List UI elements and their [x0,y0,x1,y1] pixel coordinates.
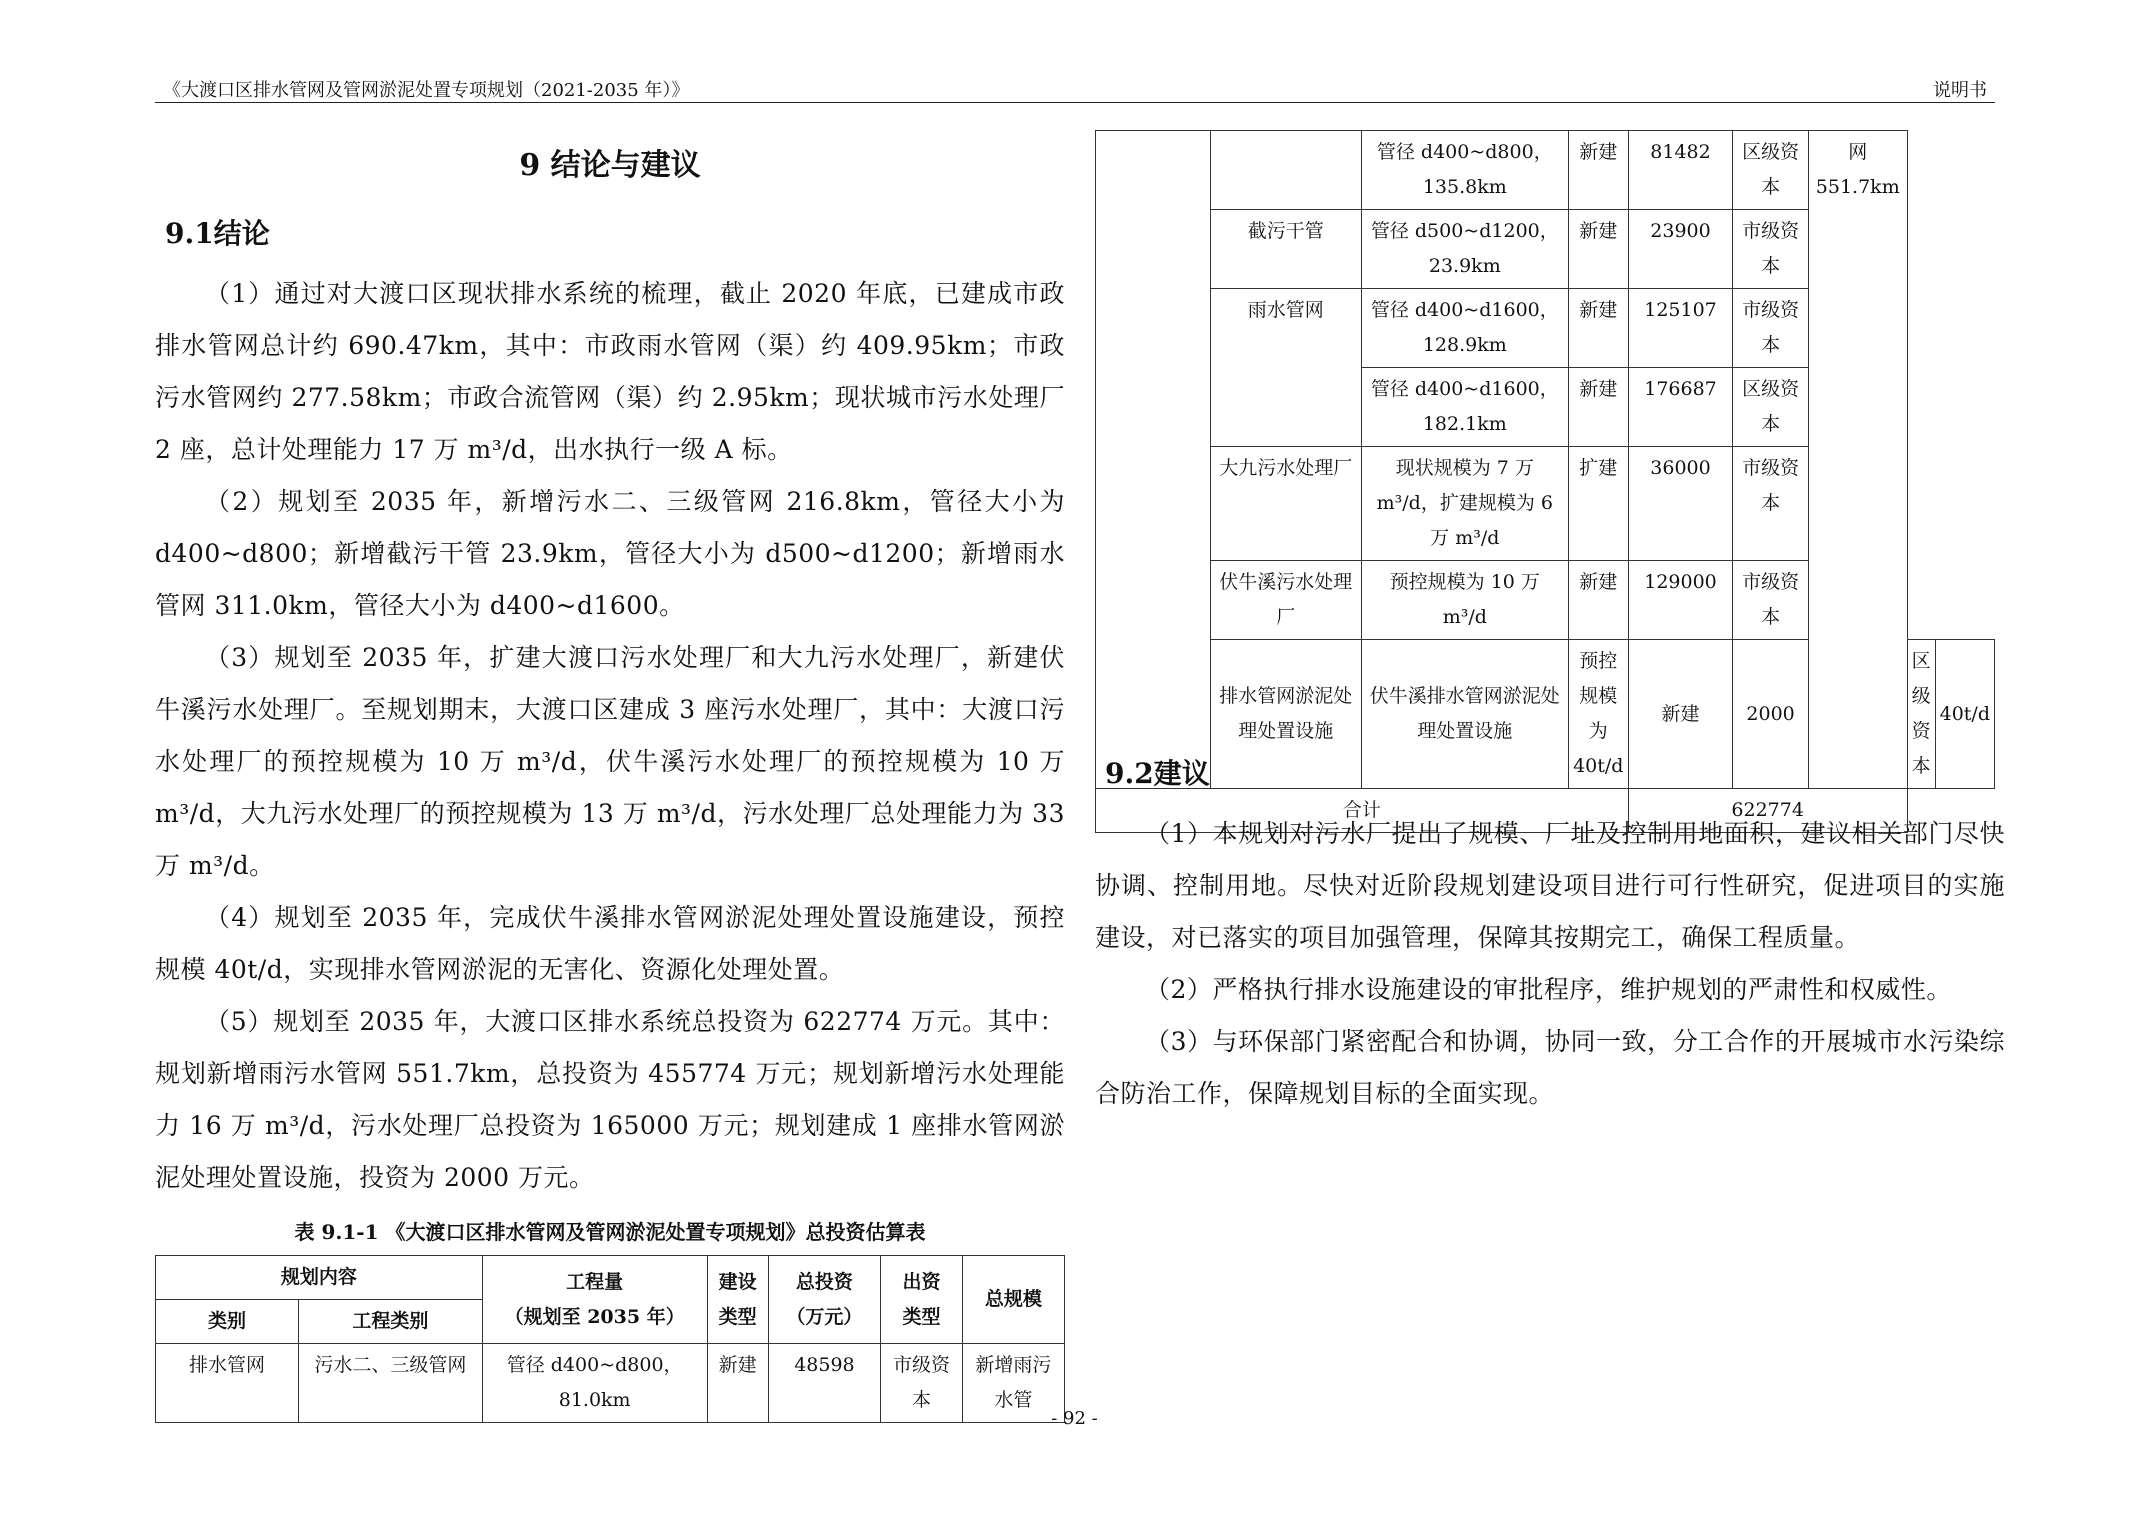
cell-quantity: 管径 d400~d800，135.8km [1361,131,1568,210]
cell-quantity: 现状规模为 7 万 m³/d，扩建规模为 6 万 m³/d [1361,447,1568,561]
header-project-type: 工程类别 [298,1300,482,1344]
total-value: 622774 [1628,789,1907,833]
table-caption: 表 9.1-1 《大渡口区排水管网及管网淤泥处置专项规划》总投资估算表 [294,1220,926,1244]
cell-build: 新建 [1568,368,1628,447]
right-table-wrap [1095,130,1995,833]
left-column [155,130,1065,1423]
document-title: 《大渡口区排水管网及管网淤泥处置专项规划（2021-2035 年）》 [163,80,690,101]
header-build-type: 建设 类型 [707,1256,768,1344]
paragraph: （3）与环保部门紧密配合和协调，协同一致，分工合作的开展城市水污染综合防治工作，保障规划目标的全面实现。 [1095,1027,2005,1108]
cell-project: 伏牛溪污水处理厂 [1210,561,1361,640]
cell-project [1210,131,1361,210]
cell-funding: 区级资本 [1907,640,1935,789]
cell-investment: 81482 [1628,131,1733,210]
cell-quantity: 管径 d500~d1200，23.9km [1361,210,1568,289]
paragraph: （1）本规划对污水厂提出了规模、厂址及控制用地面积，建议相关部门尽快协调、控制用地。尽快对近阶段规划建设项目进行可行性研究，促进项目的实施建设，对已落实的项目加强管理，保障其按期完工，确保工程质量。 [1095,819,2005,952]
cell-funding: 市级资本 [1733,447,1809,561]
cell-investment: 2000 [1733,640,1809,789]
cell-build: 新建 [1568,210,1628,289]
cell-quantity: 管径 d400~d800，81.0km [482,1344,707,1423]
cell-project: 截污干管 [1210,210,1361,289]
paragraph: （3）规划至 2035 年，扩建大渡口污水处理厂和大九污水处理厂，新建伏牛溪污水处理厂。至规划期末，大渡口区建成 3 座污水处理厂，其中：大渡口污水处理厂的预控规模为 10 万 m³/d，伏牛溪污水处理厂的预控规模为 10 万 m³/d，大九污水处理厂的预控规模为 13 万 m³/d，污水处理厂总处理能力为 33 万 m³/d。 [155,643,1065,880]
header-investment: 总投资 （万元） [768,1256,880,1344]
cell-scale: 新增雨污水管 [962,1344,1064,1423]
paragraph: （2）严格执行排水设施建设的审批程序，维护规划的严肃性和权威性。 [1145,975,1952,1004]
cell-category-cont [1096,131,1211,789]
cell-funding: 市级资本 [881,1344,963,1423]
cell-project: 伏牛溪排水管网淤泥处理处置设施 [1361,640,1568,789]
header-category: 类别 [156,1300,299,1344]
cell-investment: 129000 [1628,561,1733,640]
cell-build: 新建 [1568,289,1628,368]
header-content: 规划内容 [156,1256,483,1300]
cell-scale-cont: 网 551.7km [1808,131,1907,789]
section-title-9-2: 9.2建议 [1105,757,1210,790]
cell-investment: 48598 [768,1344,880,1423]
cell-investment: 23900 [1628,210,1733,289]
page-number: - 92 - [1051,1408,1098,1429]
cell-quantity: 预控规模为 40t/d [1568,640,1628,789]
cell-investment: 176687 [1628,368,1733,447]
cell-funding: 市级资本 [1733,210,1809,289]
paragraph: （4）规划至 2035 年，完成伏牛溪排水管网淤泥处理处置设施建设，预控规模 40t/d，实现排水管网淤泥的无害化、资源化处理处置。 [155,903,1065,984]
investment-table-part2 [1095,130,1995,833]
investment-table-part1 [155,1255,1065,1423]
document-type: 说明书 [1933,80,1987,101]
cell-category: 排水管网淤泥处理处置设施 [1210,640,1361,789]
cell-quantity: 管径 d400~d1600，128.9km [1361,289,1568,368]
header-quantity: 工程量 （规划至 2035 年） [482,1256,707,1344]
cell-quantity: 预控规模为 10 万 m³/d [1361,561,1568,640]
cell-funding: 区级资本 [1733,368,1809,447]
table-row [1096,131,1995,210]
page-header [155,74,1995,103]
header-total-scale: 总规模 [962,1256,1064,1344]
cell-build: 新建 [1568,131,1628,210]
cell-funding: 市级资本 [1733,289,1809,368]
cell-funding: 区级资本 [1733,131,1809,210]
cell-build: 新建 [1568,561,1628,640]
cell-build: 扩建 [1568,447,1628,561]
cell-project: 雨水管网 [1210,289,1361,447]
cell-build: 新建 [707,1344,768,1423]
header-funding: 出资 类型 [881,1256,963,1344]
section-9-2 [1095,752,2005,1120]
cell-investment: 36000 [1628,447,1733,561]
cell-investment: 125107 [1628,289,1733,368]
cell-scale: 40t/d [1935,640,1994,789]
paragraph: （1）通过对大渡口区现状排水系统的梳理，截止 2020 年底，已建成市政排水管网总计约 690.47km，其中：市政雨水管网（渠）约 409.95km；市政污水管网约 277.58km；市政合流管网（渠）约 2.95km；现状城市污水处理厂 2 座，总计处理能力 17 万 m³/d，出水执行一级 A 标。 [155,279,1065,464]
cell-project: 大九污水处理厂 [1210,447,1361,561]
cell-quantity: 管径 d400~d1600，182.1km [1361,368,1568,447]
total-label: 合计 [1096,789,1629,833]
chapter-title: 9 结论与建议 [519,148,701,183]
cell-project: 污水二、三级管网 [298,1344,482,1423]
paragraph: （5）规划至 2035 年，大渡口区排水系统总投资为 622774 万元。其中：规划新增雨污水管网 551.7km，总投资为 455774 万元；规划新增污水处理能力 16 万 m³/d，污水处理厂总投资为 165000 万元；规划建成 1 座排水管网淤泥处理处置设施，投资为 2000 万元。 [155,1007,1065,1192]
cell-build: 新建 [1628,640,1733,789]
cell-funding: 市级资本 [1733,561,1809,640]
cell-category: 排水管网 [156,1344,299,1423]
section-title-9-1: 9.1结论 [165,217,270,250]
paragraph: （2）规划至 2035 年，新增污水二、三级管网 216.8km，管径大小为 d400~d800；新增截污干管 23.9km，管径大小为 d500~d1200；新增雨水管网 311.0km，管径大小为 d400~d1600。 [155,487,1065,620]
